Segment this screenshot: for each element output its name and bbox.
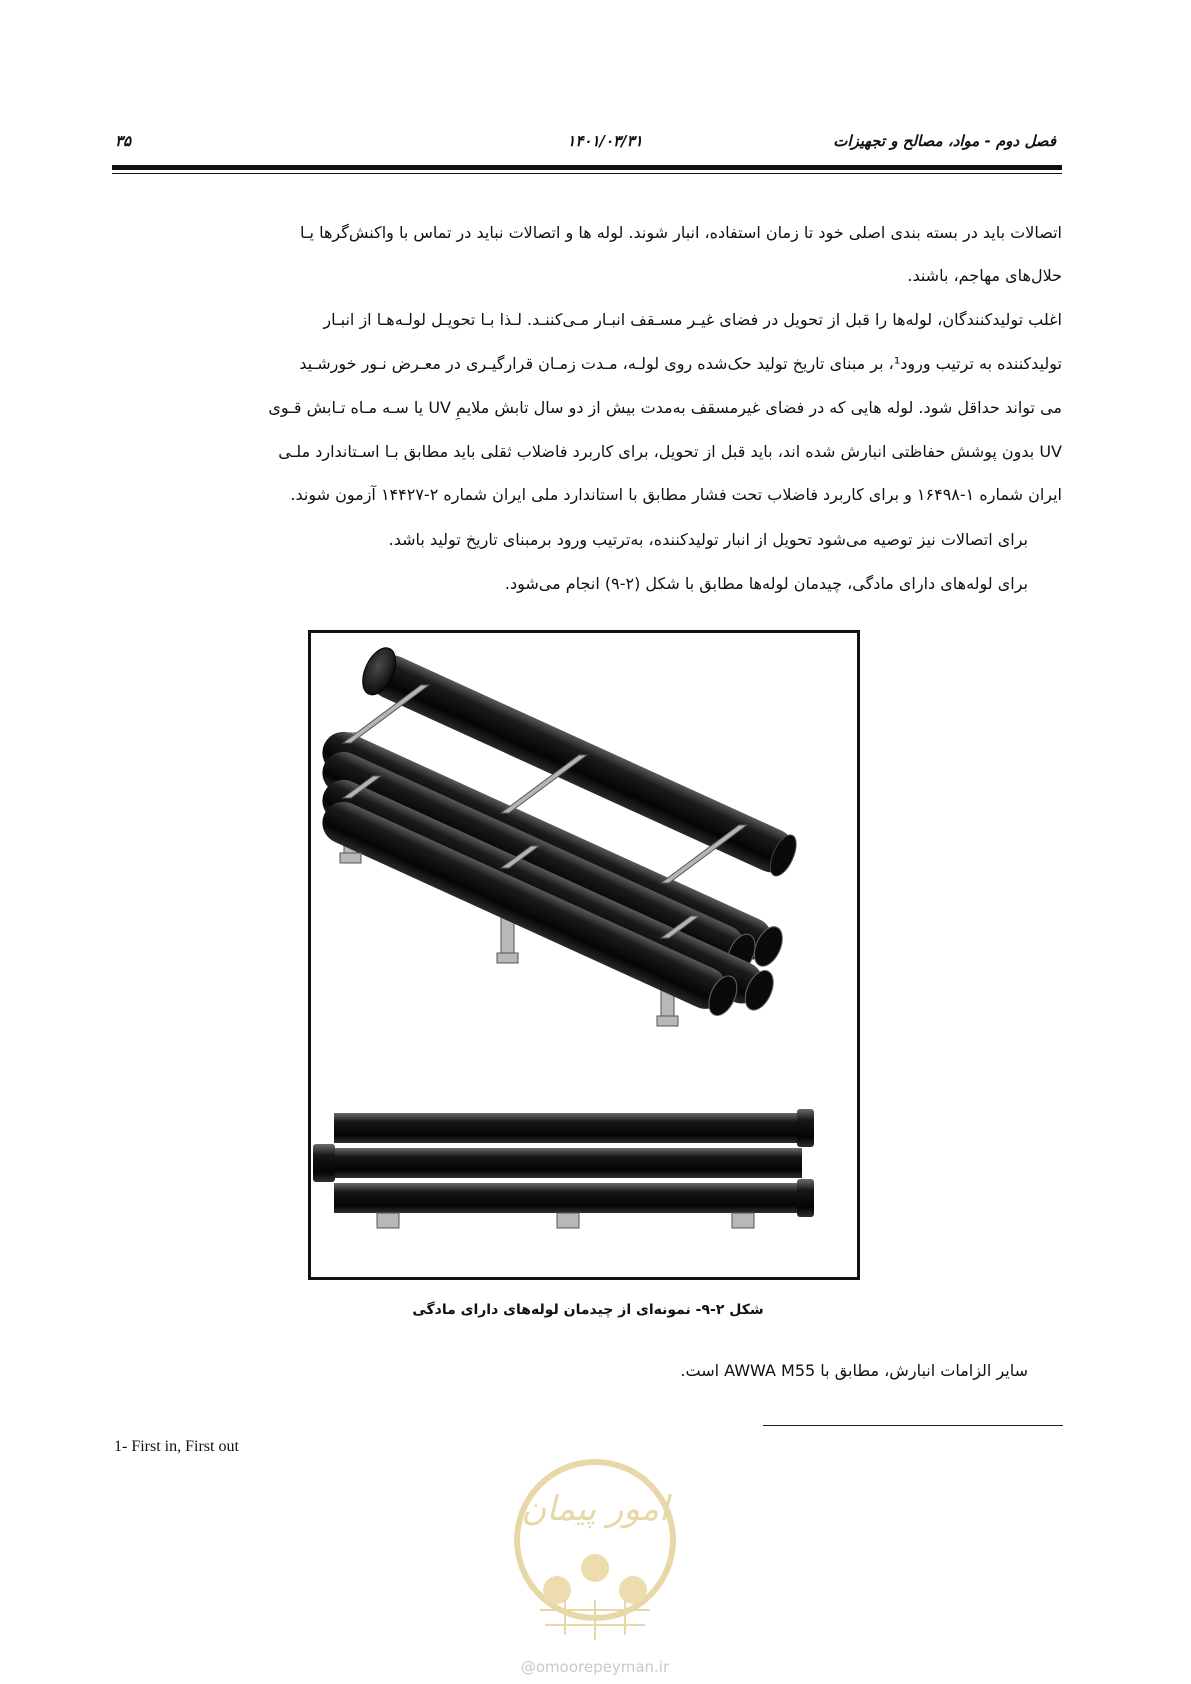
header-rule-thick bbox=[112, 165, 1062, 170]
pipe-stacking-figure bbox=[308, 630, 860, 1280]
pipe-stack-illustration bbox=[311, 633, 857, 1277]
body-line-1: اتصالات باید در بسته بندی اصلی خود تا زمان استفاده، انبار شوند. لوله ها و اتصالات نباید در تماس با واکنش‌گرها یـا bbox=[299, 223, 1062, 242]
watermark-logo bbox=[505, 1440, 685, 1680]
body-line-2: حلال‌های مهاجم، باشند. bbox=[907, 266, 1062, 285]
figure-caption: شکل ۲-۹- نمونه‌ای از چیدمان لوله‌های دارای مادگی bbox=[412, 1302, 764, 1318]
header-rule-thin bbox=[112, 173, 1062, 174]
after-figure-text: سایر الزامات انبارش، مطابق با AWWA M55 است. bbox=[680, 1361, 1028, 1380]
body-line-9: برای لوله‌های دارای مادگی، چیدمان لوله‌ها مطابق با شکل (۲-۹) انجام می‌شود. bbox=[504, 574, 1028, 593]
watermark-handle: @omoorepeyman.ir bbox=[520, 1658, 670, 1676]
footnote: 1- First in, First out bbox=[114, 1438, 239, 1455]
logo-seal-icon bbox=[505, 1440, 685, 1655]
body-line-7: ایران شماره ۱-۱۶۴۹۸ و برای کاربرد فاضلاب تحت فشار مطابق با استاندارد ملی ایران شماره ۲-۱۴۴۲۷ آزمون شوند. bbox=[290, 485, 1062, 504]
svg-text:امور پیمان: امور پیمان bbox=[521, 1489, 669, 1529]
body-line-5: می تواند حداقل شود. لوله هایی که در فضای غیرمسقف به‌مدت بیش از دو سال تابش ملایمِ UV یا سـه مـاه تـابش قـوی bbox=[268, 398, 1062, 417]
chapter-title: فصل دوم - مواد، مصالح و تجهیزات bbox=[833, 132, 1056, 150]
isometric-pipe-stack bbox=[316, 643, 803, 1026]
header-date: ۱۴۰۱/۰۳/۳۱ bbox=[567, 132, 643, 150]
body-line-4: تولیدکننده به ترتیب ورود¹، بر مبنای تاریخ تولید حک‌شده روی لولـه، مـدت زمـان قرارگیـری در معـرض نـور خورشـید bbox=[299, 354, 1062, 373]
body-line-8: برای اتصالات نیز توصیه می‌شود تحویل از انبار تولیدکننده، به‌ترتیب ورود برمبنای تاریخ تولید باشد. bbox=[388, 530, 1028, 549]
side-view-pipe-stack bbox=[313, 1109, 814, 1228]
body-line-3: اغلب تولیدکنندگان، لوله‌ها را قبل از تحویل در فضای غیـر مسـقف انبـار مـی‌کننـد. لـذا بـا تحویـل لولـه‌هـا از انبـار bbox=[323, 310, 1062, 329]
page-number: ۳۵ bbox=[115, 132, 132, 150]
body-line-6: UV بدون پوشش حفاظتی انبارش شده اند، باید قبل از تحویل، برای کاربرد فاضلاب ثقلی باید مطابق بـا اسـتاندارد ملـی bbox=[278, 442, 1062, 461]
footnote-rule bbox=[763, 1425, 1063, 1426]
